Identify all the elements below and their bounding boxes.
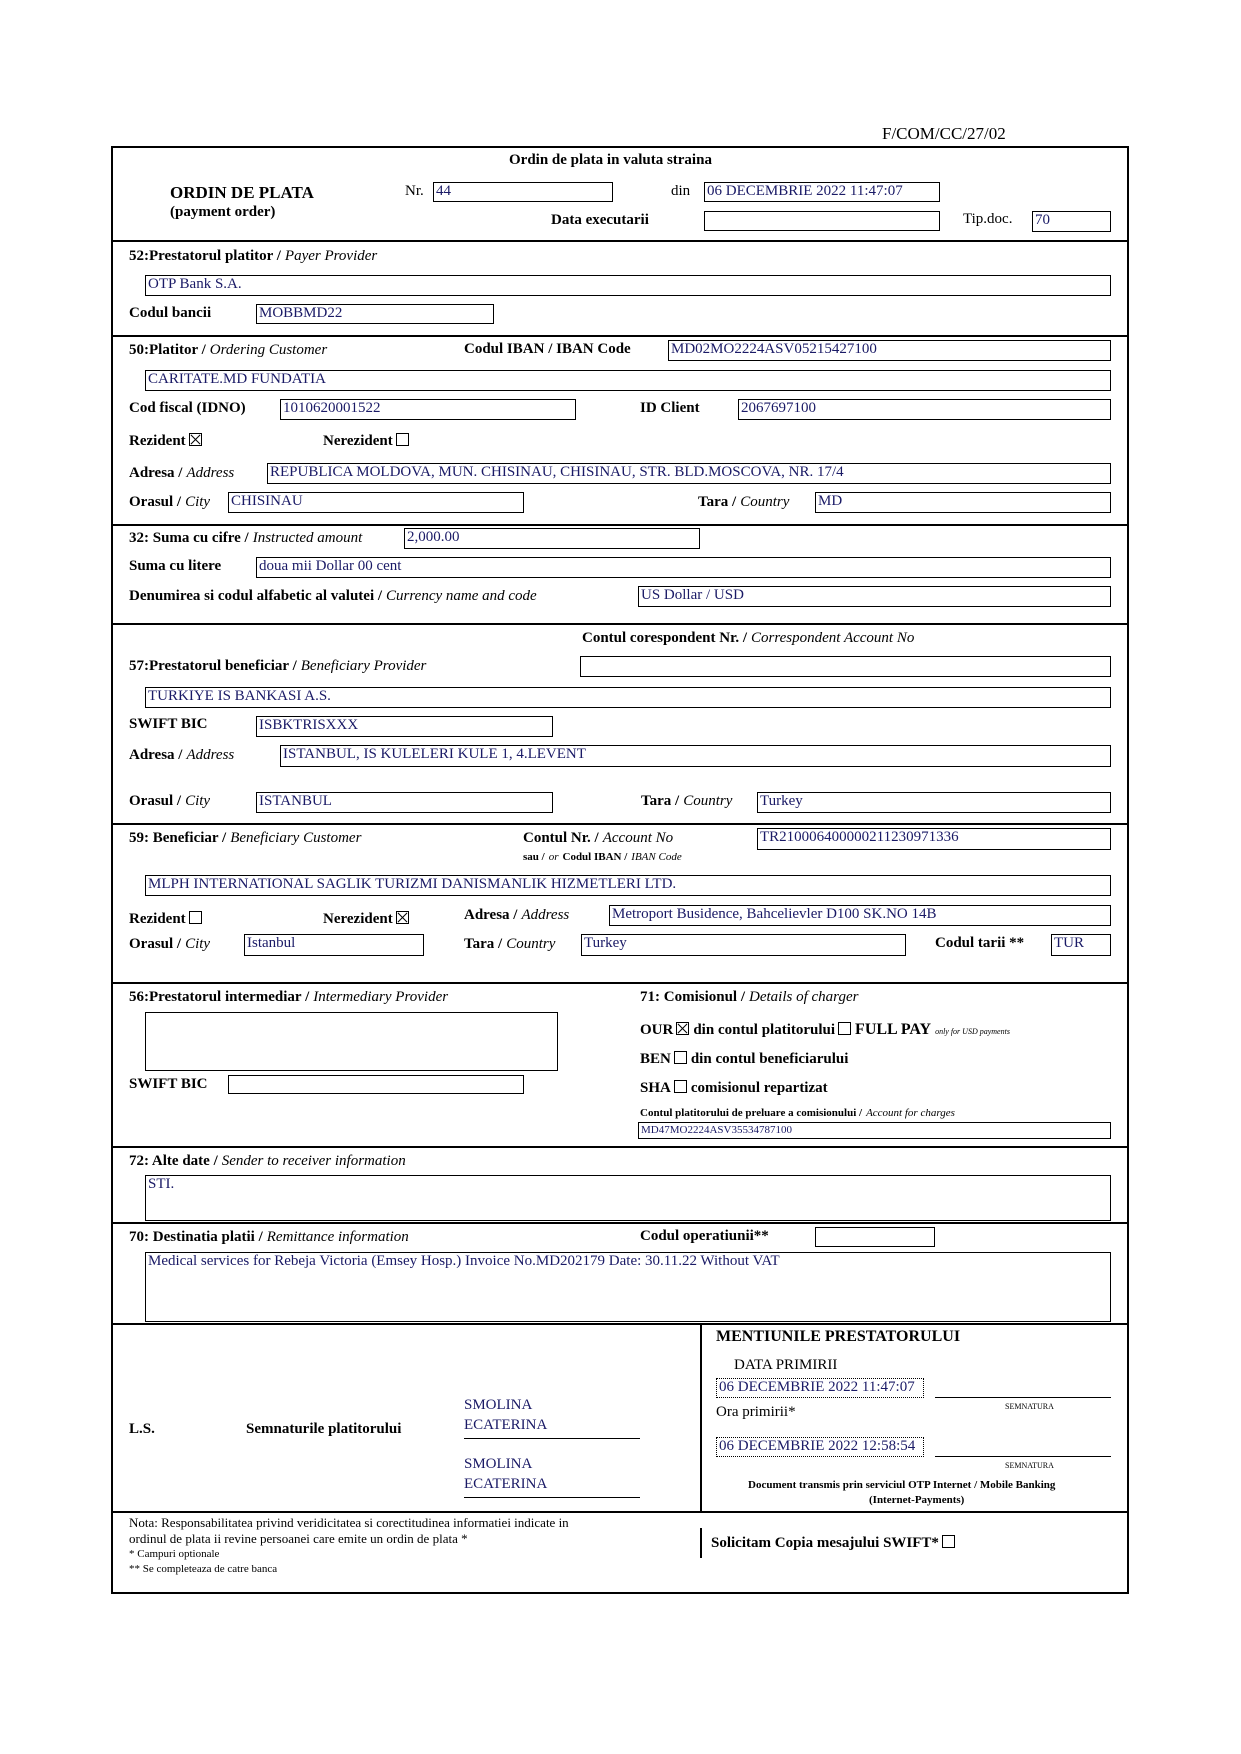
beneficiary-heading — [129, 829, 361, 847]
ben-nonresident-label: Nerezident — [323, 911, 393, 927]
data-primirii-field[interactable]: 06 DECEMBRIE 2022 11:47:07 — [716, 1378, 924, 1398]
currency-label: Denumirea si codul alfabetic al valutei / — [129, 588, 383, 604]
corr-account-label: Contul corespondent Nr. / — [582, 630, 748, 646]
ben-account-field[interactable]: TR210006400000211230971336 — [757, 828, 1111, 850]
data-primirii-label: DATA PRIMIRII — [734, 1357, 838, 1373]
charges-sha-row — [640, 1079, 828, 1097]
fiscal-code-label: Cod fiscal (IDNO) — [129, 400, 246, 416]
intermediary-label: 56:Prestatorul intermediar / — [129, 989, 310, 1005]
nota-line1: Nota: Responsabilitatea privind veridicitatea si corectitudinea informatiei indicate in — [129, 1515, 569, 1530]
nr-label: Nr. — [405, 183, 424, 199]
semnatura-1-label: SEMNATURA — [1005, 1402, 1054, 1411]
charges-ben-row — [640, 1050, 848, 1068]
intermediary-swift-label: SWIFT BIC — [129, 1076, 208, 1092]
sha-label: SHA — [640, 1080, 671, 1096]
semnatura-2-label: SEMNATURA — [1005, 1461, 1054, 1470]
payer-nonresident-checkbox[interactable] — [396, 433, 409, 446]
form-code: F/COM/CC/27/02 — [882, 124, 1006, 143]
ben-provider-country-label: Tara / — [641, 793, 680, 809]
fiscal-code-field[interactable]: 1010620001522 — [280, 399, 576, 420]
intermediary-label-en: Intermediary Provider — [313, 989, 449, 1005]
payer-city-heading — [129, 493, 210, 511]
beneficiary-name-field[interactable]: MLPH INTERNATIONAL SAGLIK TURIZMI DANISMANLIK HIZMETLERI LTD. — [145, 875, 1111, 896]
provider-notes-title: MENTIUNILE PRESTATORULUI — [716, 1328, 961, 1345]
ben-account-label: Contul Nr. / — [523, 830, 599, 846]
optional-note: * Campuri optionale — [129, 1548, 220, 1560]
semnatura-1-line — [935, 1397, 1111, 1398]
data-exec-field[interactable] — [704, 211, 940, 231]
ben-city-label-en: City — [185, 936, 211, 952]
bank-code-field[interactable]: MOBBMD22 — [256, 304, 494, 324]
client-id-field[interactable]: 2067697100 — [738, 399, 1111, 420]
divider — [111, 524, 1129, 526]
ora-primirii-field[interactable]: 06 DECEMBRIE 2022 12:58:54 — [716, 1437, 924, 1457]
remittance-field[interactable]: Medical services for Rebeja Victoria (Emsey Hosp.) Invoice No.MD202179 Date: 30.11.22 Without VAT — [145, 1252, 1111, 1322]
payer-country-heading — [698, 493, 789, 511]
intermediary-heading — [129, 988, 448, 1006]
payer-country-label-en: Country — [740, 494, 790, 510]
charges-label: 71: Comisionul / — [640, 989, 746, 1005]
ben-account-label-en: Account No — [602, 830, 674, 846]
ben-charge-checkbox[interactable] — [674, 1051, 687, 1064]
signature-2-line — [464, 1497, 640, 1498]
ben-swift-field[interactable]: ISBKTRISXXX — [256, 716, 553, 737]
amount-label-en: Instructed amount — [252, 530, 363, 546]
bank-code-label: Codul bancii — [129, 305, 212, 321]
payer-nonresident-row — [323, 432, 409, 450]
payer-country-field[interactable]: MD — [815, 492, 1111, 513]
divider — [111, 823, 1129, 825]
swift-copy-checkbox[interactable] — [942, 1535, 955, 1548]
ben-address-label: Adresa / — [464, 907, 518, 923]
ben-account-heading — [523, 829, 673, 847]
op-code-label: Codul operatiunii** — [640, 1228, 769, 1244]
din-label: din — [671, 183, 691, 199]
signature-2-line2: ECATERINA — [464, 1476, 548, 1492]
other-label: 72: Alte date / — [129, 1153, 218, 1169]
divider — [111, 240, 1129, 242]
other-label-en: Sender to receiver information — [221, 1153, 406, 1169]
ben-nonresident-checkbox[interactable] — [396, 911, 409, 924]
payer-address-label: Adresa / — [129, 465, 183, 481]
ben-provider-country-heading — [641, 792, 732, 810]
divider — [111, 1222, 1129, 1224]
ben-provider-address-field[interactable]: ISTANBUL, IS KULELERI KULE 1, 4.LEVENT — [280, 745, 1111, 767]
payer-iban-label: Codul IBAN / IBAN Code — [464, 341, 631, 357]
amount-words-field[interactable]: doua mii Dollar 00 cent — [256, 557, 1111, 578]
divider-vertical — [700, 1528, 702, 1558]
remittance-label-en: Remittance information — [266, 1229, 409, 1245]
payer-resident-checkbox[interactable] — [189, 433, 202, 446]
payer-resident-label: Rezident — [129, 433, 186, 449]
charges-account-label-en: Account for charges — [866, 1107, 955, 1119]
ben-account-sub-iban: Codul IBAN / — [562, 851, 628, 863]
form-subtitle: Ordin de plata in valuta straina — [509, 152, 712, 168]
ora-primirii-label: Ora primirii* — [716, 1404, 796, 1420]
ben-account-sub-sau: sau / — [523, 851, 545, 863]
fullpay-label: FULL PAY — [855, 1021, 932, 1038]
payer-provider-label-en: Payer Provider — [284, 248, 378, 264]
payer-address-heading — [129, 464, 234, 482]
form-title-en: (payment order) — [170, 204, 276, 220]
tipdoc-label: Tip.doc. — [963, 211, 1013, 227]
fullpay-note: only for USD payments — [935, 1027, 1010, 1036]
signature-1-line — [464, 1438, 640, 1439]
form-title: ORDIN DE PLATA — [170, 183, 314, 202]
ben-resident-label: Rezident — [129, 911, 186, 927]
payer-heading — [129, 341, 327, 359]
divider — [111, 1323, 1129, 1325]
transmis-line2: (Internet-Payments) — [869, 1494, 965, 1506]
bank-note: ** Se completeaza de catre banca — [129, 1563, 278, 1575]
ben-resident-row — [129, 910, 202, 928]
ben-provider-city-label: Orasul / — [129, 793, 182, 809]
ben-provider-heading — [129, 657, 426, 675]
sha-text: comisionul repartizat — [690, 1080, 828, 1096]
ben-account-sub-iban-en: IBAN Code — [631, 851, 682, 863]
ls-label: L.S. — [129, 1421, 155, 1437]
divider-vertical — [700, 1323, 702, 1511]
ben-provider-address-label: Adresa / — [129, 747, 183, 763]
charges-account-label: Contul platitorului de preluare a comisionului / — [640, 1107, 863, 1119]
charges-account-heading — [640, 1103, 955, 1121]
currency-field[interactable]: US Dollar / USD — [638, 586, 1111, 607]
corr-account-heading — [582, 629, 914, 647]
client-id-label: ID Client — [640, 400, 700, 416]
nr-field[interactable]: 44 — [433, 182, 613, 202]
ben-provider-country-label-en: Country — [683, 793, 733, 809]
payer-provider-heading — [129, 247, 377, 265]
ben-country-heading — [464, 935, 555, 953]
ben-swift-label: SWIFT BIC — [129, 716, 208, 732]
divider — [111, 1146, 1129, 1148]
payer-provider-name-field[interactable]: OTP Bank S.A. — [145, 275, 1111, 296]
charges-label-en: Details of charger — [749, 989, 859, 1005]
charges-our-row — [640, 1021, 1010, 1039]
payer-provider-label: 52:Prestatorul platitor / — [129, 248, 281, 264]
payer-city-label-en: City — [185, 494, 211, 510]
ben-account-sub — [523, 847, 682, 865]
other-field[interactable]: STI. — [145, 1175, 1111, 1221]
din-field[interactable]: 06 DECEMBRIE 2022 11:47:07 — [704, 182, 940, 202]
payer-city-label: Orasul / — [129, 494, 182, 510]
payer-label-en: Ordering Customer — [209, 342, 328, 358]
ben-country-field[interactable]: Turkey — [581, 934, 906, 956]
divider — [111, 982, 1129, 984]
swift-copy-label: Solicitam Copia mesajului SWIFT* — [711, 1535, 939, 1551]
ben-country-label-en: Country — [506, 936, 556, 952]
ben-provider-city-field[interactable]: ISTANBUL — [256, 792, 553, 813]
payer-resident-row — [129, 432, 202, 450]
ben-address-label-en: Address — [521, 907, 570, 923]
amount-label: 32: Suma cu cifre / — [129, 530, 249, 546]
payer-nonresident-label: Nerezident — [323, 433, 393, 449]
corr-account-label-en: Correspondent Account No — [751, 630, 915, 646]
signatures-label: Semnaturile platitorului — [246, 1421, 402, 1437]
divider — [111, 623, 1129, 625]
payer-label: 50:Platitor / — [129, 342, 206, 358]
ben-provider-city-heading — [129, 792, 210, 810]
ben-address-heading — [464, 906, 569, 924]
payer-country-label: Tara / — [698, 494, 737, 510]
ben-provider-address-label-en: Address — [186, 747, 235, 763]
charges-heading — [640, 988, 858, 1006]
transmis-line1: Document transmis prin serviciul OTP Internet / Mobile Banking — [748, 1479, 1056, 1491]
country-code-label: Codul tarii ** — [935, 935, 1025, 951]
fullpay-checkbox[interactable] — [838, 1022, 851, 1035]
remittance-label: 70: Destinatia platii / — [129, 1229, 263, 1245]
our-label: OUR — [640, 1022, 674, 1038]
data-exec-label: Data executarii — [551, 212, 649, 228]
intermediary-swift-field[interactable] — [228, 1075, 524, 1094]
currency-heading — [129, 587, 537, 605]
ben-provider-name-field[interactable]: TURKIYE IS BANKASI A.S. — [145, 687, 1111, 708]
charges-account-field[interactable]: MD47MO2224ASV35534787100 — [638, 1122, 1111, 1139]
divider — [111, 335, 1129, 337]
ben-provider-address-heading — [129, 746, 234, 764]
payer-city-field[interactable]: CHISINAU — [228, 492, 524, 513]
payer-name-field[interactable]: CARITATE.MD FUNDATIA — [145, 370, 1111, 391]
ben-provider-country-field[interactable]: Turkey — [757, 792, 1111, 813]
tipdoc-field[interactable]: 70 — [1032, 211, 1111, 232]
country-code-field[interactable]: TUR — [1051, 934, 1111, 956]
ben-provider-label-en: Beneficiary Provider — [300, 658, 427, 674]
op-code-field[interactable] — [815, 1227, 935, 1247]
divider — [111, 1511, 1129, 1513]
signature-2-line1: SMOLINA — [464, 1456, 533, 1472]
ben-country-label: Tara / — [464, 936, 503, 952]
nota-line2: ordinul de plata ii revine persoanei care emite un ordin de plata * — [129, 1531, 468, 1546]
ben-city-field[interactable]: Istanbul — [244, 934, 424, 956]
ben-city-label: Orasul / — [129, 936, 182, 952]
payer-address-label-en: Address — [186, 465, 235, 481]
ben-resident-checkbox[interactable] — [189, 911, 202, 924]
our-text: din contul platitorului — [693, 1022, 836, 1038]
currency-label-en: Currency name and code — [386, 588, 537, 604]
signature-1-line1: SMOLINA — [464, 1397, 533, 1413]
corr-account-field[interactable] — [580, 656, 1111, 677]
semnatura-2-line — [935, 1456, 1111, 1457]
ben-provider-city-label-en: City — [185, 793, 211, 809]
form-frame — [111, 146, 1129, 1594]
ben-nonresident-row — [323, 910, 409, 928]
intermediary-field[interactable] — [145, 1012, 558, 1071]
ben-address-field[interactable]: Metroport Busidence, Bahcelievler D100 SK.NO 14B — [609, 905, 1111, 926]
amount-words-label: Suma cu litere — [129, 558, 222, 574]
ben-account-sub-or: or — [548, 851, 559, 863]
remittance-heading — [129, 1228, 409, 1246]
other-heading — [129, 1152, 406, 1170]
beneficiary-label: 59: Beneficiar / — [129, 830, 227, 846]
ben-charge-text: din contul beneficiarului — [690, 1051, 849, 1067]
ben-charge-label: BEN — [640, 1051, 671, 1067]
amount-heading — [129, 529, 362, 547]
payer-iban-field[interactable]: MD02MO2224ASV05215427100 — [668, 340, 1111, 361]
our-checkbox[interactable] — [676, 1022, 689, 1035]
amount-field[interactable]: 2,000.00 — [404, 528, 700, 549]
sha-checkbox[interactable] — [674, 1080, 687, 1093]
ben-provider-label: 57:Prestatorul beneficiar / — [129, 658, 297, 674]
payer-address-field[interactable]: REPUBLICA MOLDOVA, MUN. CHISINAU, CHISINAU, STR. BLD.MOSCOVA, NR. 17/4 — [267, 463, 1111, 484]
swift-copy-row — [711, 1534, 955, 1552]
signature-1-line2: ECATERINA — [464, 1417, 548, 1433]
beneficiary-label-en: Beneficiary Customer — [230, 830, 362, 846]
ben-city-heading — [129, 935, 210, 953]
